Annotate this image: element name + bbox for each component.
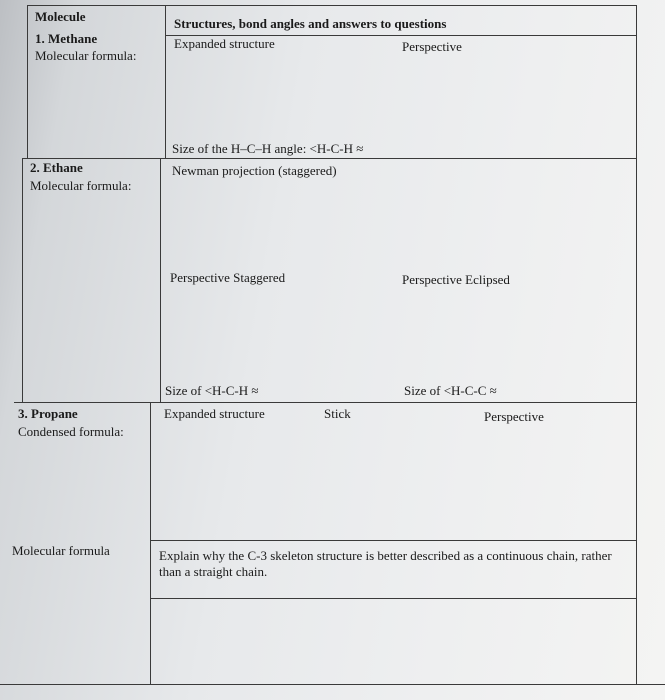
ethane-formula-label: Molecular formula:: [30, 178, 132, 193]
propane-molecular-formula-label: Molecular formula: [12, 543, 110, 558]
ethane-eclipsed-label: Perspective Eclipsed: [402, 272, 510, 287]
right-border: [636, 5, 637, 684]
question-bottom-border: [150, 598, 637, 599]
propane-stick-label: Stick: [324, 406, 351, 421]
methane-angle-label: Size of the H–C–H angle: <H-C-H ≈: [172, 141, 364, 156]
header-molecule: Molecule: [35, 9, 86, 24]
ethane-name: 2. Ethane: [30, 160, 83, 175]
methane-perspective-label: Perspective: [402, 39, 462, 54]
column-divider-upper: [165, 5, 166, 158]
propane-bottom-border: [150, 540, 637, 541]
ethane-newman-label: Newman projection (staggered): [172, 163, 337, 178]
table-top-border: [27, 5, 637, 6]
column-divider-lower: [150, 402, 151, 684]
header-structures: Structures, bond angles and answers to questions: [174, 16, 447, 31]
propane-name: 3. Propane: [18, 406, 78, 421]
column-divider-middle: [160, 158, 161, 402]
ethane-hch-label: Size of <H-C-H ≈: [165, 383, 259, 398]
ethane-staggered-label: Perspective Staggered: [170, 270, 286, 285]
left-border-upper: [27, 5, 28, 158]
propane-perspective-label: Perspective: [484, 409, 544, 424]
propane-formula-label: Condensed formula:: [18, 424, 124, 439]
propane-expanded-label: Expanded structure: [164, 406, 265, 421]
methane-name: 1. Methane: [35, 31, 98, 46]
left-border-middle: [22, 158, 23, 402]
propane-question: Explain why the C-3 skeleton structure is better described as a continuous chain, rather than a straight chain.: [159, 548, 612, 579]
ethane-bottom-border: [14, 402, 637, 403]
methane-bottom-border: [22, 158, 637, 159]
ethane-hcc-label: Size of <H-C-C ≈: [404, 383, 497, 398]
table-bottom-border: [0, 684, 665, 685]
methane-expanded-label: Expanded structure: [174, 36, 275, 51]
methane-formula-label: Molecular formula:: [35, 48, 137, 63]
